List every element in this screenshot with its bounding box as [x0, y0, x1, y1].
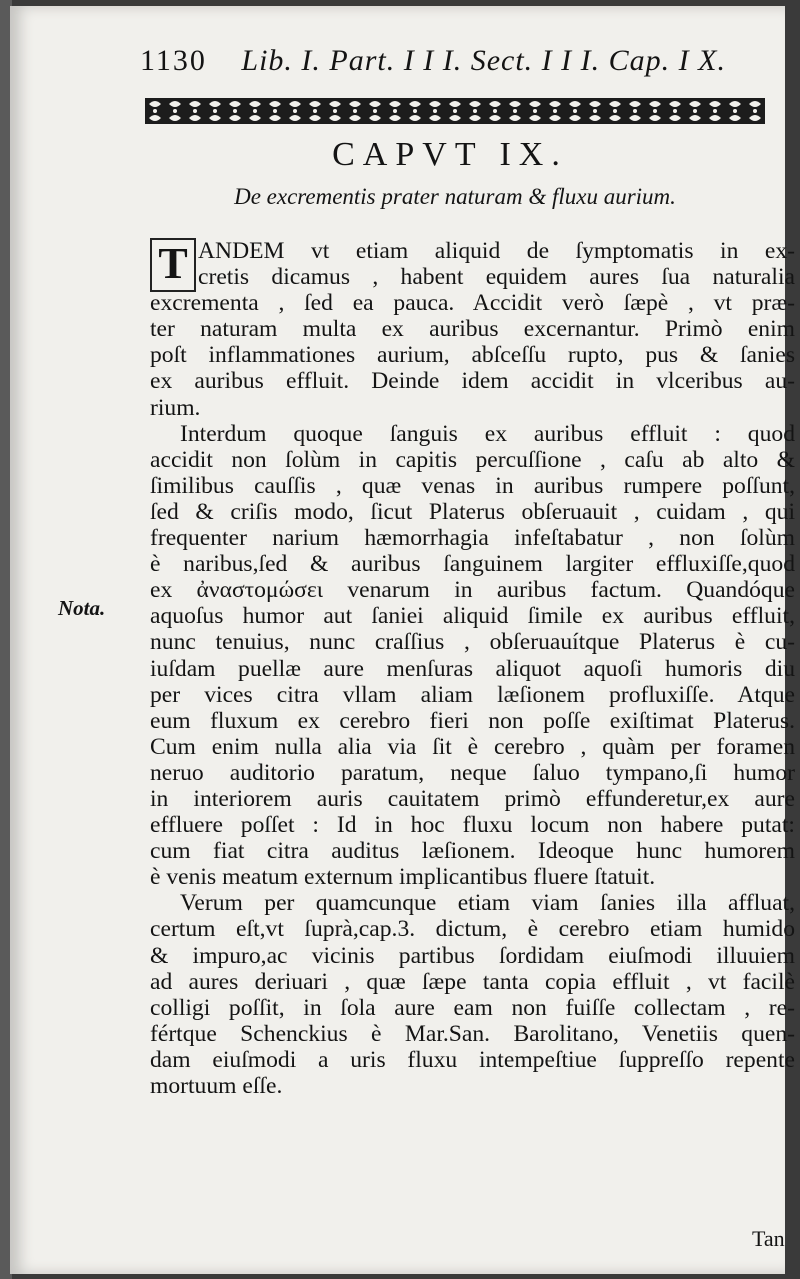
text-line: mortuum eſſe.: [150, 1073, 283, 1099]
text-line: frequenter narium hæmorrhagia infeſtabatur , non ſolùm: [150, 525, 795, 552]
text-line: & impuro,ac vicinis partibus ſordidam eiuſmodi illuuiem: [150, 942, 795, 969]
catchword: Tan: [752, 1226, 785, 1251]
text-line: ex ἀναστομώσει venarum in auribus factum. Quandóque: [150, 577, 795, 604]
text-line: è naribus,ſed & auribus ſanguinem largiter effluxiſſe,quod: [150, 551, 795, 578]
text-line: ad aures deriuari , quæ ſæpe tanta copia effluit , vt facilè: [150, 968, 795, 995]
text-line: nunc tenuius, nunc craſſius , obſeruauítque Platerus è cu-: [150, 629, 795, 656]
text-line: ANDEM vt etiam aliquid de ſymptomatis in ex-: [198, 238, 795, 264]
text-line: excrementa , ſed ea pauca. Accidit verò ſæpè , vt præ-: [150, 290, 795, 317]
text-line: effluere poſſet : Id in hoc fluxu locum non habere putat:: [150, 812, 795, 839]
running-header: [140, 44, 740, 84]
text-line: aquoſus humor aut ſaniei aliquid ſimile ex auribus effluit,: [150, 603, 795, 630]
text-line: è venis meatum externum implicantibus fluere ſtatuit.: [150, 864, 656, 891]
running-title: Lib. I. Part. I I I. Sect. I I I. Cap. I X.: [241, 44, 726, 77]
text-line: ſimilibus cauſſis , quæ venas in auribus rumpere poſſunt,: [150, 472, 795, 499]
text-line: colligi poſſit, in ſola aure eam non fuiſſe collectam , re-: [150, 994, 795, 1021]
text-line: certum eſt,vt ſuprà,cap.3. dictum, è cerebro etiam humido: [150, 916, 795, 943]
text-line: cum fiat citra auditus læſionem. Ideoque hunc humorem: [150, 838, 795, 865]
text-line: fértque Schenckius è Mar.San. Barolitano, Venetiis quen-: [150, 1020, 795, 1047]
chapter-title: CAPVT IX.: [332, 136, 568, 173]
text-line: cretis dicamus , habent equidem aures ſua naturalia: [198, 264, 795, 291]
text-line: ſed & criſis modo, ſicut Platerus obſeruauit , cuidam , qui: [150, 498, 795, 525]
decorative-ornament-band: [145, 96, 765, 126]
drop-capital: T: [150, 238, 196, 292]
text-line: dam eiuſmodi a uris fluxu intempeſtiue ſuppreſſo repente: [150, 1046, 795, 1073]
text-line: rium.: [150, 394, 201, 421]
text-line: Cum enim nulla alia via ſit è cerebro , quàm per foramen: [150, 733, 795, 760]
text-line: poſt inflammationes aurium, abſceſſu rupto, pus & ſanies: [150, 342, 795, 369]
body-text: [150, 238, 795, 1099]
page-number: 1130: [140, 44, 207, 77]
text-line: in interiorem auris cauitatem primò effunderetur,ex aure: [150, 785, 795, 812]
text-line: ex auribus effluit. Deinde idem accidit in vlceribus au-: [150, 368, 795, 395]
text-line: neruo auditorio paratum, neque ſaluo tympano,ſi humor: [150, 759, 795, 786]
text-line: iuſdam puellæ aure menſuras aliquot aquoſi humoris diu: [150, 655, 795, 682]
text-line: per vices citra vllam aliam læſionem profluxiſſe. Atque: [150, 681, 795, 708]
text-line: Verum per quamcunque etiam viam ſanies illa affluat,: [180, 890, 795, 917]
text-line: Interdum quoque ſanguis ex auribus effluit : quod: [180, 420, 795, 447]
text-line: accidit non ſolùm in capitis percuſſione , caſu ab alto &: [150, 446, 795, 473]
text-line: eum fluxum ex cerebro fieri non poſſe exiſtimat Platerus.: [150, 707, 795, 734]
chapter-subtitle: De excrementis prater naturam & fluxu aurium.: [234, 184, 676, 209]
ornament-pattern: [145, 96, 765, 126]
text-line: ter naturam multa ex auribus excernantur. Primò enim: [150, 316, 795, 343]
marginal-note: Nota.: [58, 596, 106, 620]
